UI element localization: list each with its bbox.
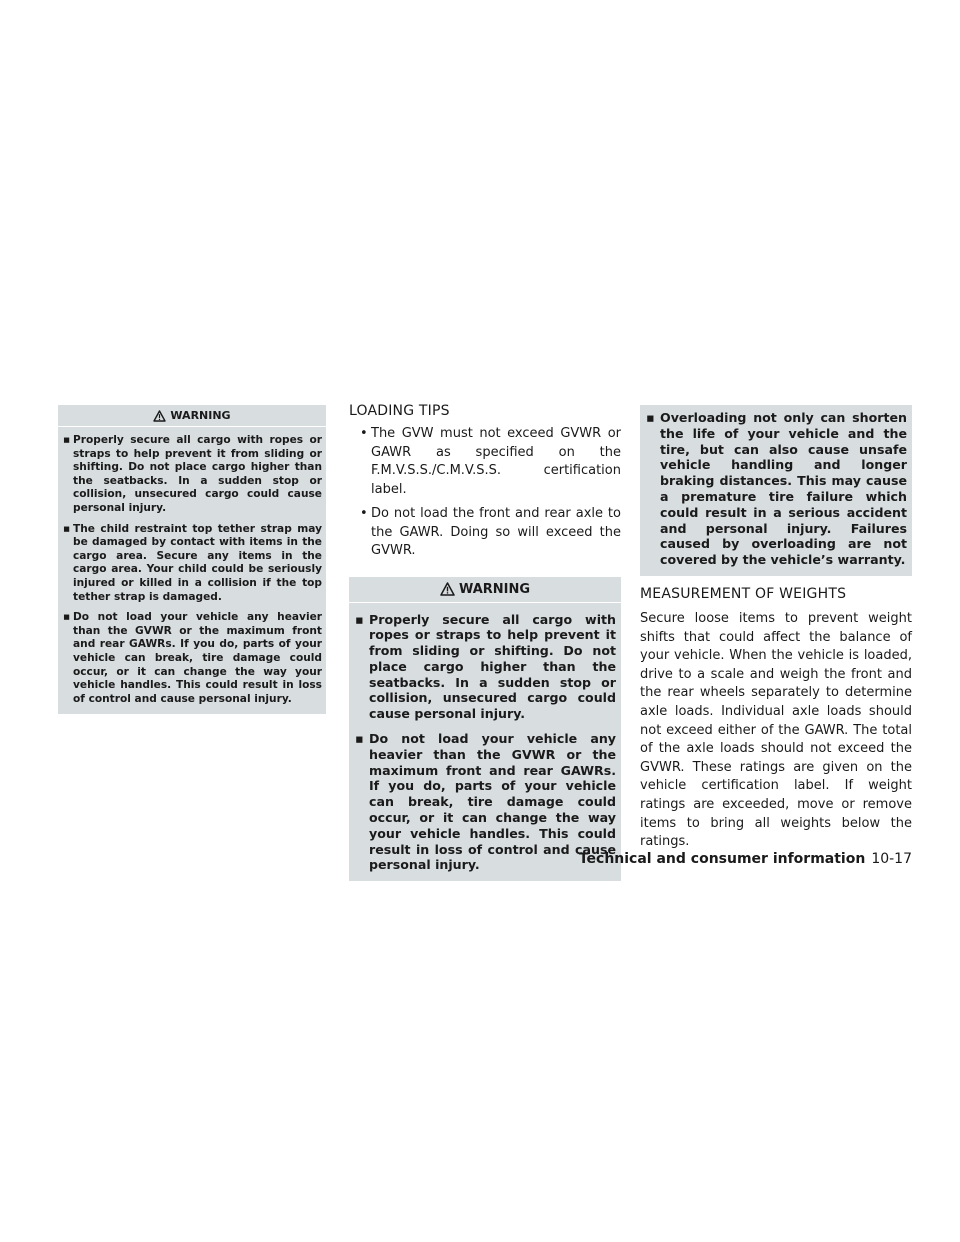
warning-box-loading — [349, 577, 621, 882]
right-column — [640, 405, 912, 852]
warning-triangle-icon — [440, 582, 455, 596]
measurement-body: Secure loose items to prevent weight shifts that could affect the balance of your vehicle. When the vehicle is loaded, drive to a scale and weigh the front and the rear wheels separately to determine axle loads. Individual axle loads should not exceed either of the GAWR. The total of the axle loads should not exceed the GVWR. These ratings are given on the vehicle certification label. If weight ratings are exceeded, move or remove items to bring all weights below the ratings. — [640, 610, 912, 850]
warning-triangle-icon — [153, 410, 166, 422]
warning-item: ▪ Properly secure all cargo with ropes or straps to help prevent it from sliding or shifting. Do not place cargo higher than the seatbacks. In a sudden stop or collision, unsecured cargo could cause personal injury. — [58, 427, 326, 516]
page-footer — [579, 851, 912, 867]
warning-box-overloading — [640, 405, 912, 576]
footer-section-title: Technical and consumer information — [578, 851, 866, 867]
warning-item: ▪ The child restraint top tether strap may be damaged by contact with items in the cargo area. Secure any items in the cargo area. Your child could be seriously injured or killed in a collision if the top tether strap is damaged. — [58, 516, 326, 605]
warning-item: ▪ Do not load your vehicle any heavier than the GVWR or the maximum front and rear GAWRs. If you do, parts of your vehicle can break, tire damage could occur, or it can change the way your vehicle handles. This could result in loss of control and cause personal injury. — [58, 604, 326, 706]
warning-item: ▪ Overloading not only can shorten the life of your vehicle and the tire, but can also cause unsafe vehicle handling and longer braking distances. This may cause a premature tire failure which could result in a serious accident and personal injury. Failures caused by overloading are not covered by the vehicle’s warranty. — [640, 405, 912, 568]
warning-header — [349, 577, 621, 603]
tip-item: • The GVW must not exceed GVWR or GAWR as specified on the F.M.V.S.S./C.M.V.S.S. certification label. — [349, 425, 621, 505]
middle-column — [349, 403, 621, 881]
page-number: 10-17 — [871, 851, 912, 867]
warning-box-cargo — [58, 405, 326, 714]
warning-list — [58, 427, 326, 706]
warning-list — [349, 603, 621, 874]
left-column — [58, 405, 326, 714]
warning-item: ▪ Properly secure all cargo with ropes or straps to help prevent it from sliding or shifting. Do not place cargo higher than the seatbacks. In a sudden stop or collision, unsecured cargo could cause personal injury. — [349, 603, 621, 723]
warning-header — [58, 405, 326, 427]
section-heading-measurement: MEASUREMENT OF WEIGHTS — [640, 585, 847, 602]
warning-item: ▪ Do not load your vehicle any heavier than the GVWR or the maximum front and rear GAWRs. If you do, parts of your vehicle can break, tire damage could occur, or it can change the way your vehicle handles. This could result in loss of control and cause personal injury. — [349, 722, 621, 873]
warning-title: WARNING — [458, 581, 531, 597]
section-heading-loading-tips: LOADING TIPS — [349, 403, 450, 419]
loading-tips-list — [349, 425, 621, 567]
warning-title: WARNING — [170, 409, 231, 422]
warning-list — [640, 405, 912, 568]
tip-item: • Do not load the front and rear axle to the GAWR. Doing so will exceed the GVWR. — [349, 505, 621, 567]
